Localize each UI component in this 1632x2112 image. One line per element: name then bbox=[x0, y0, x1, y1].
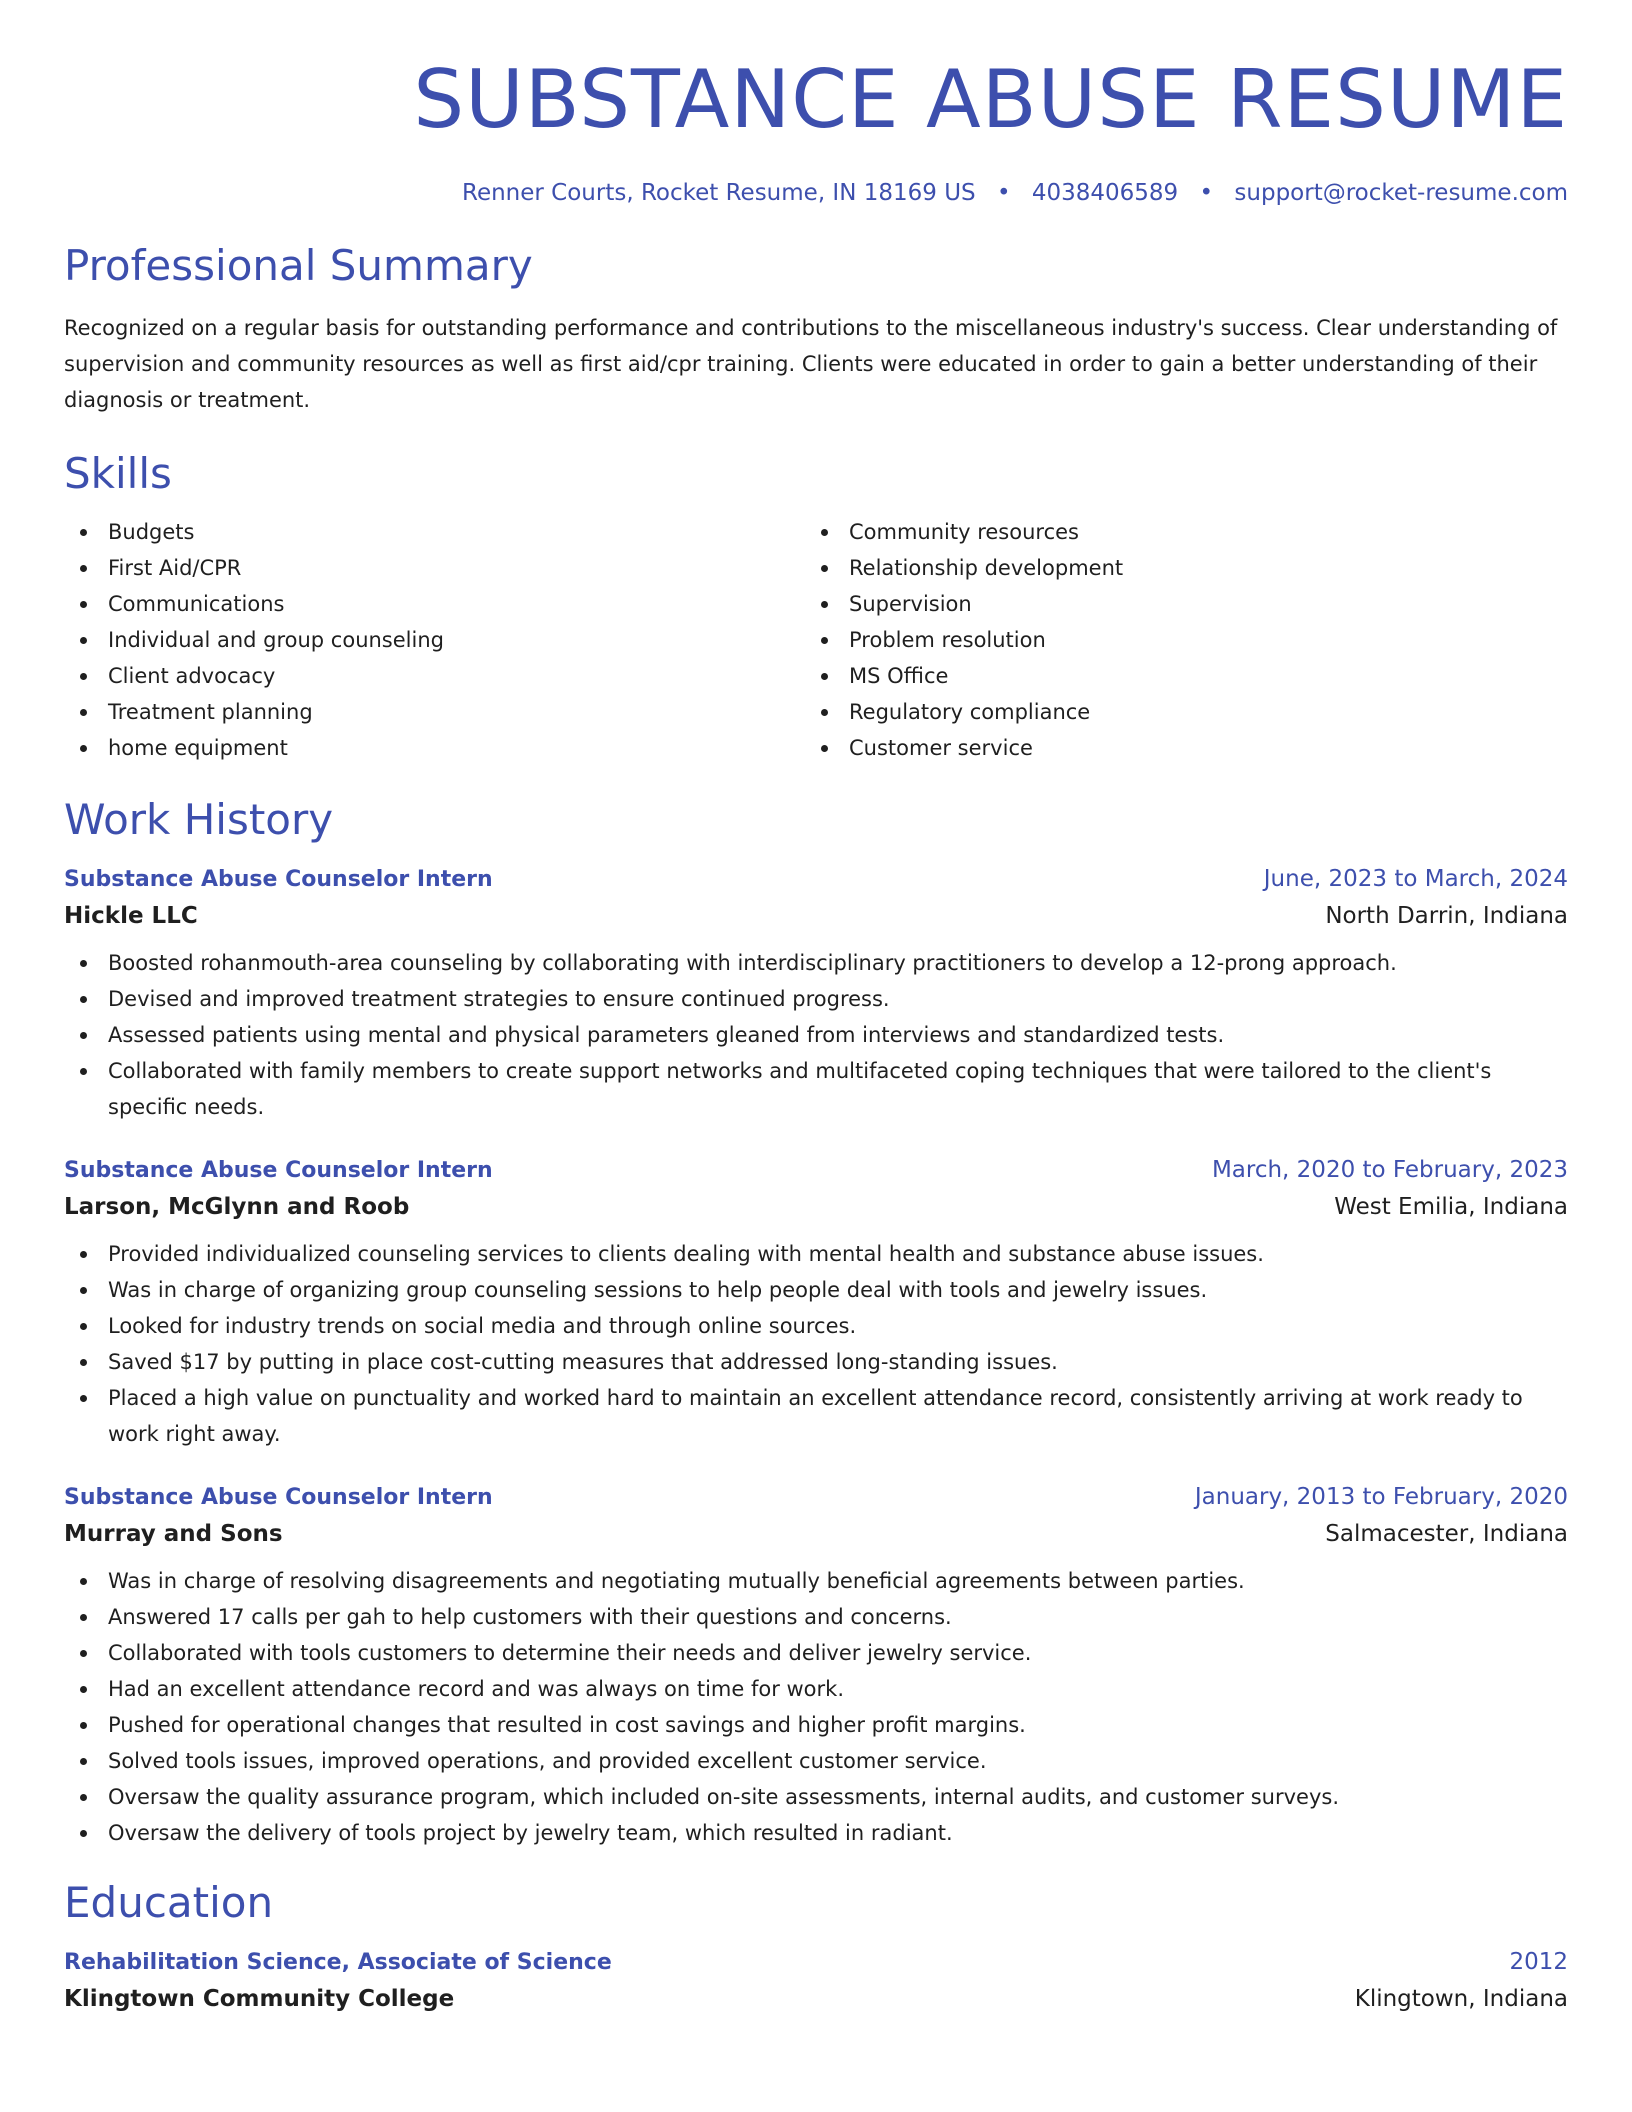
skill-item: Treatment planning bbox=[64, 694, 805, 730]
education-degree: Rehabilitation Science, Associate of Science bbox=[64, 1950, 612, 1975]
education-entry bbox=[64, 1945, 1568, 2018]
education-header-row bbox=[64, 1945, 1568, 1980]
skill-item: Supervision bbox=[805, 586, 1546, 622]
job-bullet: Devised and improved treatment strategies to ensure continued progress. bbox=[64, 981, 1568, 1017]
job-entry bbox=[64, 1480, 1568, 1851]
summary-heading: Professional Summary bbox=[64, 241, 533, 290]
job-entry bbox=[64, 1153, 1568, 1452]
skill-item: Regulatory compliance bbox=[805, 694, 1546, 730]
job-dates: June, 2023 to March, 2024 bbox=[1263, 866, 1568, 892]
job-title: Substance Abuse Counselor Intern bbox=[64, 1485, 493, 1510]
skills-list bbox=[64, 514, 1568, 766]
skill-item: home equipment bbox=[64, 730, 805, 766]
job-bullet: Oversaw the delivery of tools project by jewelry team, which resulted in radiant. bbox=[64, 1815, 1568, 1851]
skill-item: MS Office bbox=[805, 658, 1546, 694]
job-bullet: Was in charge of resolving disagreements and negotiating mutually beneficial agreements between parties. bbox=[64, 1563, 1568, 1599]
job-company-row bbox=[64, 1515, 1568, 1553]
skills-column-left bbox=[64, 514, 805, 766]
job-bullet: Provided individualized counseling services to clients dealing with mental health and substance abuse issues. bbox=[64, 1236, 1568, 1272]
resume-header bbox=[64, 52, 1568, 208]
resume-name: SUBSTANCE ABUSE RESUME bbox=[413, 53, 1568, 146]
education-location: Klingtown, Indiana bbox=[1354, 1986, 1568, 2012]
skill-item: Relationship development bbox=[805, 550, 1546, 586]
work-history-heading: Work History bbox=[64, 795, 334, 844]
job-bullet: Saved $17 by putting in place cost-cutting measures that addressed long-standing issues. bbox=[64, 1344, 1568, 1380]
contact-separator: • bbox=[1199, 180, 1214, 206]
contact-line bbox=[64, 178, 1568, 208]
job-company: Hickle LLC bbox=[64, 903, 198, 929]
job-bullet: Had an excellent attendance record and was always on time for work. bbox=[64, 1671, 1568, 1707]
skill-item: Community resources bbox=[805, 514, 1546, 550]
skill-item: First Aid/CPR bbox=[64, 550, 805, 586]
job-bullet: Solved tools issues, improved operations, and provided excellent customer service. bbox=[64, 1743, 1568, 1779]
contact-email[interactable]: support@rocket-resume.com bbox=[1234, 180, 1568, 206]
skill-item: Communications bbox=[64, 586, 805, 622]
job-location: Salmacester, Indiana bbox=[1325, 1521, 1568, 1547]
skill-item: Problem resolution bbox=[805, 622, 1546, 658]
contact-phone: 4038406589 bbox=[1031, 180, 1179, 206]
job-bullet: Boosted rohanmouth-area counseling by collaborating with interdisciplinary practitioners to develop a 12-prong approach. bbox=[64, 945, 1568, 981]
job-bullet: Collaborated with family members to create support networks and multifaceted coping techniques that were tailored to the client's specific needs. bbox=[64, 1053, 1568, 1125]
contact-address: Renner Courts, Rocket Resume, IN 18169 US bbox=[462, 180, 976, 206]
job-dates: January, 2013 to February, 2020 bbox=[1194, 1484, 1568, 1510]
contact-separator: • bbox=[996, 180, 1011, 206]
job-title: Substance Abuse Counselor Intern bbox=[64, 1158, 493, 1183]
education-school-row bbox=[64, 1980, 1568, 2018]
skill-item: Customer service bbox=[805, 730, 1546, 766]
job-bullet: Oversaw the quality assurance program, which included on-site assessments, internal audits, and customer surveys. bbox=[64, 1779, 1568, 1815]
education-year: 2012 bbox=[1509, 1949, 1568, 1975]
skills-column-right bbox=[805, 514, 1546, 766]
job-header-row bbox=[64, 862, 1568, 897]
job-bullet: Was in charge of organizing group counseling sessions to help people deal with tools and jewelry issues. bbox=[64, 1272, 1568, 1308]
job-company: Murray and Sons bbox=[64, 1521, 283, 1547]
skill-item: Individual and group counseling bbox=[64, 622, 805, 658]
education-heading: Education bbox=[64, 1878, 274, 1927]
job-bullet: Placed a high value on punctuality and worked hard to maintain an excellent attendance record, consistently arriving at work ready to work right away. bbox=[64, 1380, 1568, 1452]
skill-item: Budgets bbox=[64, 514, 805, 550]
skill-item: Client advocacy bbox=[64, 658, 805, 694]
job-location: North Darrin, Indiana bbox=[1325, 903, 1568, 929]
job-company: Larson, McGlynn and Roob bbox=[64, 1194, 410, 1220]
job-bullet: Looked for industry trends on social media and through online sources. bbox=[64, 1308, 1568, 1344]
job-bullet: Answered 17 calls per gah to help customers with their questions and concerns. bbox=[64, 1599, 1568, 1635]
job-header-row bbox=[64, 1480, 1568, 1515]
job-bullets bbox=[64, 945, 1568, 1125]
job-bullet: Collaborated with tools customers to determine their needs and deliver jewelry service. bbox=[64, 1635, 1568, 1671]
job-title: Substance Abuse Counselor Intern bbox=[64, 867, 493, 892]
job-location: West Emilia, Indiana bbox=[1334, 1194, 1568, 1220]
summary-text: Recognized on a regular basis for outstanding performance and contributions to the miscellaneous industry's success. Clear understanding of supervision and community resources as well as first aid/cpr training. Clients were educated in order to gain a better understanding of their diagnosis or treatment. bbox=[64, 316, 1558, 412]
job-bullet: Assessed patients using mental and physical parameters gleaned from interviews and standardized tests. bbox=[64, 1017, 1568, 1053]
job-bullets bbox=[64, 1236, 1568, 1452]
job-company-row bbox=[64, 1188, 1568, 1226]
skills-heading: Skills bbox=[64, 449, 172, 498]
job-bullets bbox=[64, 1563, 1568, 1851]
job-dates: March, 2020 to February, 2023 bbox=[1211, 1157, 1568, 1183]
job-header-row bbox=[64, 1153, 1568, 1188]
job-entry bbox=[64, 862, 1568, 1125]
job-company-row bbox=[64, 897, 1568, 935]
job-bullet: Pushed for operational changes that resulted in cost savings and higher profit margins. bbox=[64, 1707, 1568, 1743]
education-school: Klingtown Community College bbox=[64, 1986, 455, 2012]
